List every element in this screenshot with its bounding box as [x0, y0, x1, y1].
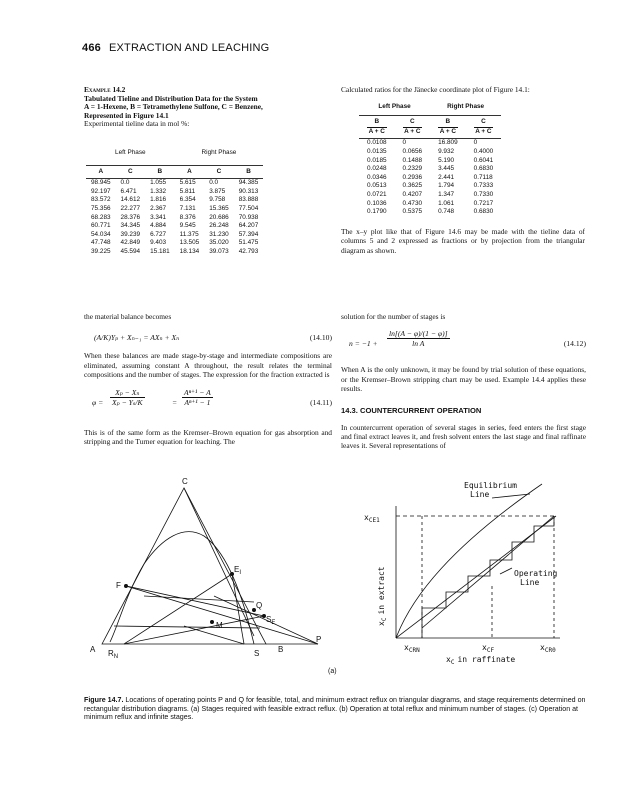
- table-cell: 0.7330: [473, 190, 494, 198]
- left-phase-heading: Left Phase: [115, 148, 146, 156]
- table-cell: 77.504: [238, 204, 259, 212]
- y-axis-label: [377, 566, 388, 626]
- tieline-col-header: A: [187, 167, 192, 175]
- tieline-table: [86, 149, 263, 257]
- eq3-lhs: n = −1 +: [349, 339, 378, 349]
- table-cell: 2.367: [150, 204, 167, 212]
- table-cell: 0.7118: [473, 173, 493, 181]
- equation-14-11: [84, 386, 332, 422]
- label-rn-sub: N: [113, 654, 119, 660]
- table-cell: 42.849: [120, 239, 141, 247]
- table-cell: 51.475: [238, 239, 259, 247]
- table-cell: 0.0248: [367, 165, 387, 173]
- ratios-block: [341, 86, 585, 255]
- caption-label: Figure 14.7.: [84, 696, 124, 704]
- tieline-2: [144, 596, 254, 602]
- table-row: [86, 214, 263, 223]
- table-cell: 47.748: [91, 239, 111, 247]
- table-row: [86, 188, 263, 197]
- table-cell: 0.7333: [473, 182, 494, 190]
- table-row: [86, 222, 263, 231]
- table-row: [359, 174, 501, 183]
- x-axis-main: x: [446, 655, 451, 664]
- eq2-frac1-num: Xₚ − Xₙ: [110, 388, 145, 398]
- table-cell: 90.313: [238, 187, 259, 195]
- table-cell: 60.771: [91, 222, 111, 230]
- table-cell: 0.2936: [402, 173, 423, 181]
- operating-label: Operating: [514, 569, 558, 578]
- ratio-left-phase: Left Phase: [378, 102, 411, 110]
- table-cell: 14.612: [120, 196, 141, 204]
- table-cell: 0.0: [209, 179, 219, 187]
- table-cell: 98.945: [91, 179, 111, 187]
- ratio-header-row: [359, 116, 501, 139]
- table-row: [359, 182, 501, 191]
- equation-14-12: [341, 327, 586, 361]
- xce1-sub: CE: [368, 517, 377, 524]
- table-cell: 92.197: [91, 187, 111, 195]
- table-cell: 5.811: [179, 187, 196, 195]
- table-cell: 0.1790: [367, 208, 387, 216]
- table-cell: 3.445: [438, 165, 455, 173]
- table-cell: 64.207: [238, 222, 259, 230]
- point-m: [210, 620, 213, 623]
- right-intro: solution for the number of stages is: [341, 312, 446, 321]
- table-cell: 35.020: [209, 239, 229, 247]
- ratio-col-num: C: [403, 118, 423, 128]
- table-cell: 3.341: [150, 213, 167, 221]
- eq2-frac2: [182, 388, 213, 407]
- page-number: 466: [82, 42, 101, 54]
- table-cell: 22.277: [120, 204, 141, 212]
- table-cell: 16.809: [438, 139, 458, 147]
- triangular-diagram: [84, 476, 334, 660]
- table-cell: 3.875: [209, 187, 226, 195]
- section-heading: 14.3. COUNTERCURRENT OPERATION: [341, 405, 482, 415]
- table-cell: 0.0721: [367, 190, 387, 198]
- label-s: S: [254, 649, 260, 658]
- table-cell: 6.471: [120, 187, 137, 195]
- table-row: [359, 157, 501, 166]
- ratio-col-num: C: [474, 118, 494, 128]
- running-title: EXTRACTION AND LEACHING: [108, 42, 270, 54]
- table-cell: 0.2329: [402, 165, 423, 173]
- label-p: P: [316, 635, 322, 644]
- table-cell: 0.4207: [402, 190, 423, 198]
- table-cell: 9.932: [438, 147, 455, 155]
- left-intro: the material balance becomes: [84, 312, 172, 321]
- table-cell: 0.4730: [402, 199, 423, 207]
- table-cell: 1.061: [438, 199, 455, 207]
- table-cell: 18.134: [179, 247, 200, 255]
- table-cell: 68.283: [91, 213, 111, 221]
- table-cell: 1.816: [150, 196, 167, 204]
- table-cell: 0.3625: [402, 182, 423, 190]
- ratio-table: [359, 101, 501, 217]
- table-cell: 13.505: [179, 239, 200, 247]
- table-cell: 0: [402, 139, 407, 147]
- table-row: [86, 205, 263, 214]
- table-cell: 0.6830: [473, 208, 494, 216]
- ratio-col-header: [359, 116, 395, 139]
- table-cell: 0.5375: [402, 208, 423, 216]
- table-cell: 15.365: [209, 204, 229, 212]
- table-cell: 0.4000: [473, 147, 494, 155]
- table-cell: 0.0135: [367, 147, 387, 155]
- operating-line-label: Line: [520, 578, 540, 587]
- table-cell: 28.376: [120, 213, 141, 221]
- table-cell: 0.0185: [367, 156, 387, 164]
- table-cell: 0.0: [120, 179, 130, 187]
- equilibrium-line-label: Line: [470, 490, 490, 499]
- ratio-body: [359, 139, 501, 217]
- xcro-sub: CR: [544, 647, 553, 654]
- ratios-intro: Calculated ratios for the Jänecke coordinate plot of Figure 14.1:: [341, 85, 530, 94]
- table-cell: 0.0513: [367, 182, 387, 190]
- table-cell: 15.181: [150, 247, 170, 255]
- xcf-label: [482, 643, 494, 654]
- eq3-frac-den: ln A: [412, 339, 425, 349]
- tieline-col-header: B: [246, 167, 251, 175]
- ratio-col-header: [395, 116, 431, 139]
- equilibrium-arrow: [492, 494, 530, 498]
- table-header-row: [86, 165, 263, 179]
- table-cell: 5.615: [179, 179, 196, 187]
- figure-caption: [84, 696, 586, 722]
- eq3-frac-num: ln[(A − φ)/(1 − φ)]: [389, 329, 448, 339]
- tieline-col-header: C: [128, 167, 133, 175]
- table-row: [86, 231, 263, 240]
- table-cell: 9.758: [209, 196, 226, 204]
- caption-text: Locations of operating points P and Q for feasible, total, and minimum extract reflux on triangular diagrams, and stage requirements determined on rectangular distribution diagrams. (a) Stages required with feasible extract reflux. (b) Operation at total reflux and minimum number of stages. (c) Operation at minimum reflux and infinite stages.: [84, 696, 586, 722]
- table-cell: 7.131: [179, 204, 196, 212]
- operating-arrow: [500, 568, 512, 574]
- ratio-col-header: [430, 116, 466, 139]
- x-axis-sub: C: [450, 659, 455, 666]
- xcro-label: [540, 643, 556, 654]
- right-column: [341, 312, 586, 451]
- example-title-2: A = 1-Hexene, B = Tetramethylene Sulfone, C = Benzene,: [84, 102, 263, 112]
- ratio-col-den: A + C: [368, 127, 385, 135]
- table-cell: 9.545: [179, 222, 196, 230]
- panel-label: (a): [328, 668, 337, 675]
- tieline-col-header: B: [157, 167, 163, 175]
- label-rn: [108, 649, 118, 660]
- example-title-3: Represented in Figure 14.1: [84, 110, 169, 120]
- table-cell: 0: [473, 139, 478, 147]
- table-cell: 0.6041: [473, 156, 494, 164]
- table-body: [86, 179, 263, 257]
- label-a: A: [90, 645, 96, 654]
- table-cell: 4.884: [150, 222, 167, 230]
- table-cell: 6.354: [179, 196, 196, 204]
- xce1-label: [364, 513, 380, 524]
- ratio-col-num: B: [367, 118, 387, 128]
- xcrn-main: x: [404, 643, 409, 652]
- table-row: [359, 148, 501, 157]
- left-para-1: When these balances are made stage-by-stage and intermediate compositions are eliminated, assuming constant A throughout, the result relates the terminal compositions and the number of stages. The expression for the fraction extracted is: [84, 351, 332, 380]
- table-cell: 0.1488: [402, 156, 423, 164]
- ratio-col-den: A + C: [439, 127, 456, 135]
- equation-14-10: [84, 329, 332, 351]
- table-cell: 1.332: [150, 187, 167, 195]
- table-cell: 5.190: [438, 156, 455, 164]
- table-row: [359, 139, 501, 148]
- xcrn-sub: CR: [408, 647, 417, 654]
- eq1-number: (14.10): [309, 333, 332, 343]
- label-rn-main: R: [108, 649, 114, 658]
- point-f: [124, 584, 127, 587]
- label-f: F: [116, 581, 121, 590]
- xcro-main: x: [540, 643, 545, 652]
- y-axis-main: x: [377, 621, 386, 626]
- eq2-lhs: φ =: [92, 397, 104, 407]
- ratio-col-num: B: [438, 118, 458, 128]
- ratio-col-header: [466, 116, 502, 139]
- table-cell: 42.793: [238, 247, 259, 255]
- eq2-number: (14.11): [310, 397, 332, 407]
- table-cell: 39.225: [91, 247, 111, 255]
- x-axis-rest: in raffinate: [457, 655, 516, 664]
- example-block: [84, 86, 332, 257]
- label-se-main: S: [266, 615, 272, 624]
- eq1-body: (A/K)Yₚ + Xₙ₋₁ = AXₙ + Xₙ: [94, 333, 180, 343]
- table-row: [86, 239, 263, 248]
- xy-diagram: [342, 476, 588, 666]
- x-axis-label: [446, 655, 515, 666]
- table-cell: 94.385: [238, 179, 259, 187]
- right-phase-heading: Right Phase: [201, 148, 237, 156]
- table-cell: 2.441: [438, 173, 455, 181]
- table-cell: 1.347: [438, 190, 455, 198]
- xcrn-subsub: N: [416, 647, 420, 654]
- table-cell: 0.0656: [402, 147, 423, 155]
- table-row: [359, 165, 501, 174]
- table-cell: 6.727: [150, 230, 167, 238]
- table-cell: 54.034: [91, 230, 111, 238]
- xcro-subsub: 0: [552, 647, 556, 654]
- table-cell: 57.394: [238, 230, 259, 238]
- example-label: Example 14.2: [84, 85, 126, 94]
- ratio-col-den: A + C: [475, 127, 492, 135]
- example-title-1: Tabulated Tieline and Distribution Data for the System: [84, 93, 258, 103]
- running-header: [82, 42, 269, 54]
- right-para-2: In countercurrent operation of several stages in series, feed enters the first stage and final extract leaves it, and fresh solvent enters the last stage and final raffinate leaves it. Several representations of: [341, 422, 586, 451]
- table-cell: 0.1036: [367, 199, 387, 207]
- label-q: Q: [256, 601, 263, 610]
- table-cell: 70.938: [238, 213, 259, 221]
- table-row: [86, 179, 263, 188]
- left-para-2: This is of the same form as the Kremser–Brown equation for gas absorption and stripping and the Turner equation for leaching. The: [84, 427, 332, 447]
- equilibrium-label: Equilibrium: [464, 481, 517, 490]
- label-c: C: [182, 477, 188, 486]
- table-cell: 8.376: [179, 213, 196, 221]
- ratio-right-phase: Right Phase: [447, 102, 485, 110]
- eq3-frac: [387, 329, 450, 348]
- table-cell: 11.375: [179, 230, 199, 238]
- table-cell: 31.230: [209, 230, 229, 238]
- table-cell: 45.594: [120, 247, 141, 255]
- tieline-col-header: C: [216, 167, 222, 175]
- xce1-main: x: [364, 513, 369, 522]
- label-e1-main: E: [234, 565, 240, 574]
- tieline-col-header: A: [98, 167, 104, 175]
- label-m: M: [216, 621, 223, 630]
- label-e1: [234, 565, 241, 576]
- line-m-s: [184, 626, 244, 644]
- xcf-sub: CF: [486, 647, 495, 654]
- ratio-group-row: [359, 101, 501, 116]
- eq2-frac1-den: Xₚ − Yₛ/K: [112, 397, 143, 407]
- left-column: [84, 312, 332, 446]
- table-cell: 75.356: [91, 204, 111, 212]
- label-se-sub: E: [271, 620, 276, 626]
- table-group-row: [86, 149, 263, 165]
- eq2-frac2-num: Aⁿ⁺¹ − A: [184, 387, 211, 397]
- table-row: [86, 248, 263, 257]
- table-cell: 0.7217: [473, 199, 494, 207]
- table-cell: 26.248: [209, 222, 229, 230]
- right-para-1: When A is the only unknown, it may be found by trial solution of these equations, or the Kremser–Brown stripping chart may be used. Example 14.4 applies these results.: [341, 365, 586, 394]
- table-cell: 39.239: [120, 230, 141, 238]
- label-se: [266, 615, 275, 626]
- xcrn-label: [404, 643, 420, 654]
- table-cell: 39.073: [209, 247, 229, 255]
- table-cell: 0.6830: [473, 165, 494, 173]
- table-row: [359, 191, 501, 200]
- ratios-after-text: The x–y plot like that of Figure 14.6 may be made with the tieline data of columns 5 and 2 expressed as fractions or by projection from the triangular diagram as shown.: [341, 226, 585, 255]
- ratio-col-den: A + C: [404, 127, 421, 135]
- eq3-number: (14.12): [563, 339, 586, 349]
- example-intro: Experimental tieline data in mol %:: [84, 119, 190, 129]
- eq2-frac2-den: Aⁿ⁺¹ − 1: [184, 397, 211, 407]
- label-b: B: [278, 645, 284, 654]
- table-cell: 9.403: [150, 239, 167, 247]
- table-cell: 0.748: [438, 208, 455, 216]
- eq2-mid: =: [172, 397, 178, 407]
- table-row: [359, 200, 501, 209]
- table-cell: 0.0346: [367, 173, 387, 181]
- xcf-main: x: [482, 643, 487, 652]
- table-cell: 83.888: [238, 196, 259, 204]
- table-cell: 34.345: [120, 222, 141, 230]
- table-cell: 0.0108: [367, 139, 387, 147]
- xce1-subsub: 1: [376, 517, 380, 524]
- table-cell: 20.686: [209, 213, 229, 221]
- table-cell: 83.572: [91, 196, 111, 204]
- equilibrium-curve: [396, 484, 542, 638]
- y-axis-rest: in extract: [377, 566, 386, 615]
- table-row: [86, 196, 263, 205]
- table-cell: 1.794: [438, 182, 455, 190]
- label-e1-sub: I: [239, 570, 242, 576]
- table-row: [359, 208, 501, 217]
- line-f-p: [126, 586, 318, 644]
- y-axis-sub: C: [381, 617, 388, 622]
- eq2-frac1: [110, 388, 145, 407]
- table-cell: 1.055: [150, 179, 167, 187]
